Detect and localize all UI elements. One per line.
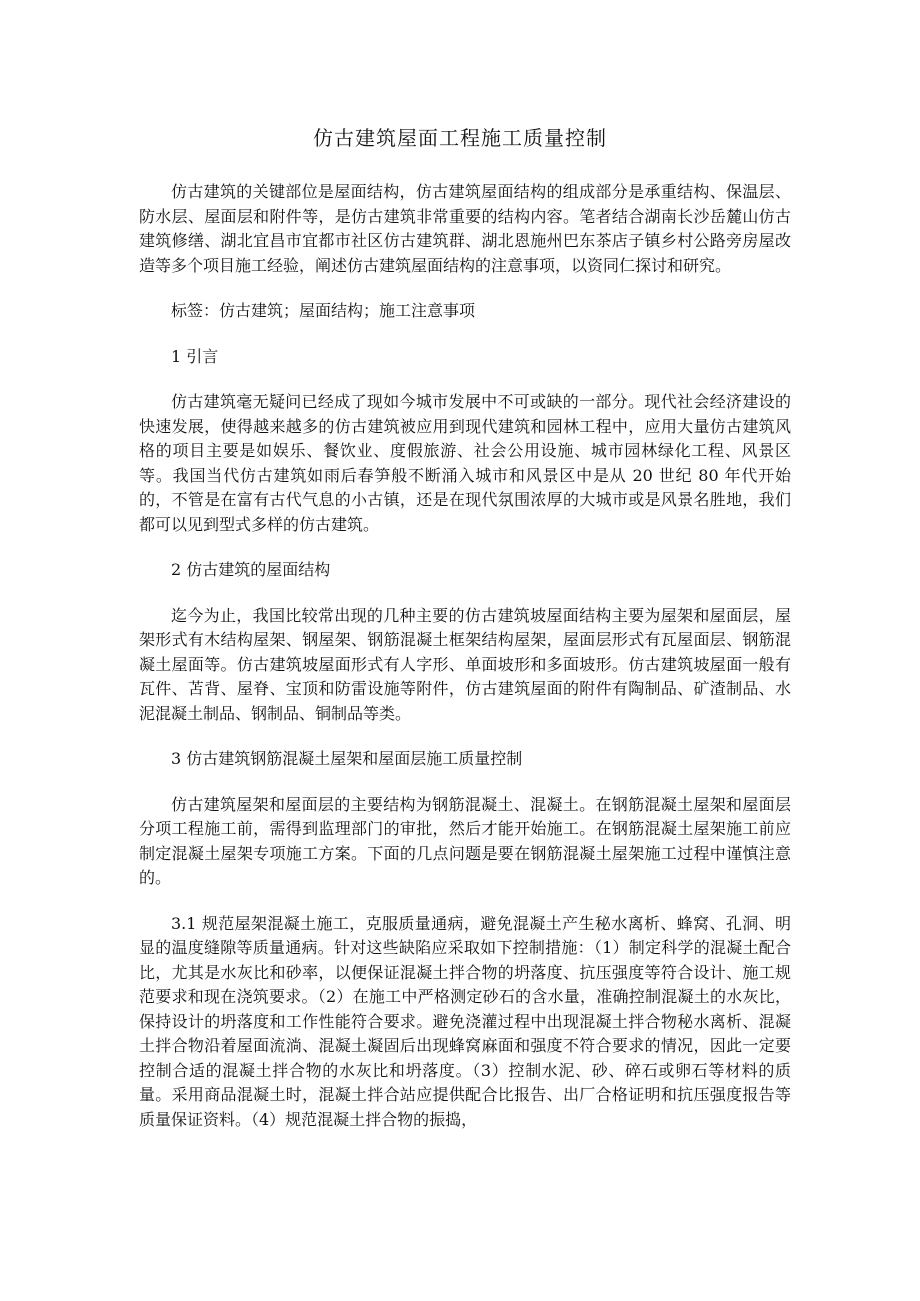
section-heading-2: 2 仿古建筑的屋面结构: [171, 560, 331, 579]
section-heading-1: 1 引言: [171, 346, 219, 366]
body-paragraph: 3.1 规范屋架混凝土施工，克服质量通病，避免混凝土产生秘水离析、蜂窝、孔洞、明显的温度缝隙等质量通病。针对这些缺陷应采取如下控制措施：（1）制定科学的混凝土配合比，尤其是水灰比和砂率，以便保证混凝土拌合物的坍落度、抗压强度等符合设计、施工规范要求和现在浇筑要求。（2）在施工中严格测定砂石的含水量，准确控制混凝土的水灰比，保持设计的坍落度和工作性能符合要求。避免浇灌过程中出现混凝土拌合物秘水离析、混凝土拌合物沿着屋面流淌、混凝土凝固后出现蜂窝麻面和强度不符合要求的情况，因此一定要控制合适的混凝土拌合物的水灰比和坍落度。（3）控制水泥、砂、碎石或卵石等材料的质量。采用商品混凝土时，混凝土拌合站应提供配合比报告、出厂合格证明和抗压强度报告等质量保证资料。（4）规范混凝土拌合物的振捣，: [139, 913, 791, 1129]
document-title: 仿古建筑屋面工程施工质量控制: [313, 126, 607, 150]
body-paragraph: 仿古建筑屋架和屋面层的主要结构为钢筋混凝土、混凝土。在钢筋混凝土屋架和屋面层分项工程施工前，需得到监理部门的审批，然后才能开始施工。在钢筋混凝土屋架施工前应制定混凝土屋架专项施工方案。下面的几点问题是要在钢筋混凝土屋架施工过程中谨慎注意的。: [139, 794, 791, 887]
keywords-line: 标签：仿古建筑；屋面结构；施工注意事项: [171, 301, 476, 320]
document-body: [139, 180, 791, 1153]
body-paragraph: 迄今为止，我国比较常出现的几种主要的仿古建筑坡屋面结构主要为屋架和屋面层，屋架形式有木结构屋架、钢屋架、钢筋混凝土框架结构屋架，屋面层形式有瓦屋面层、钢筋混凝土屋面等。仿古建筑坡屋面形式有人字形、单面坡形和多面坡形。仿古建筑坡屋面一般有瓦件、苫背、屋脊、宝顶和防雷设施等附件，仿古建筑屋面的附件有陶制品、矿渣制品、水泥混凝土制品、钢制品、铜制品等类。: [139, 605, 791, 723]
section-heading-3: 3 仿古建筑钢筋混凝土屋架和屋面层施工质量控制: [171, 749, 523, 768]
abstract-paragraph: 仿古建筑的关键部位是屋面结构，仿古建筑屋面结构的组成部分是承重结构、保温层、防水层、屋面层和附件等，是仿古建筑非常重要的结构内容。笔者结合湖南长沙岳麓山仿古建筑修缮、湖北宜昌市宜都市社区仿古建筑群、湖北恩施州巴东茶店子镇乡村公路旁房屋改造等多个项目施工经验，阐述仿古建筑屋面结构的注意事项，以资同仁探讨和研究。: [139, 182, 791, 275]
body-paragraph: 仿古建筑毫无疑问已经成了现如今城市发展中不可或缺的一部分。现代社会经济建设的快速发展，使得越来越多的仿古建筑被应用到现代建筑和园林工程中，应用大量仿古建筑风格的项目主要是如娱乐、餐饮业、度假旅游、社会公用设施、城市园林绿化工程、风景区等。我国当代仿古建筑如雨后春笋般不断涌入城市和风景区中是从 20 世纪 80 年代开始的，不管是在富有古代气息的小古镇，还是在现代氛围浓厚的大城市或是风景名胜地，我们都可以见到型式多样的仿古建筑。: [139, 392, 791, 534]
